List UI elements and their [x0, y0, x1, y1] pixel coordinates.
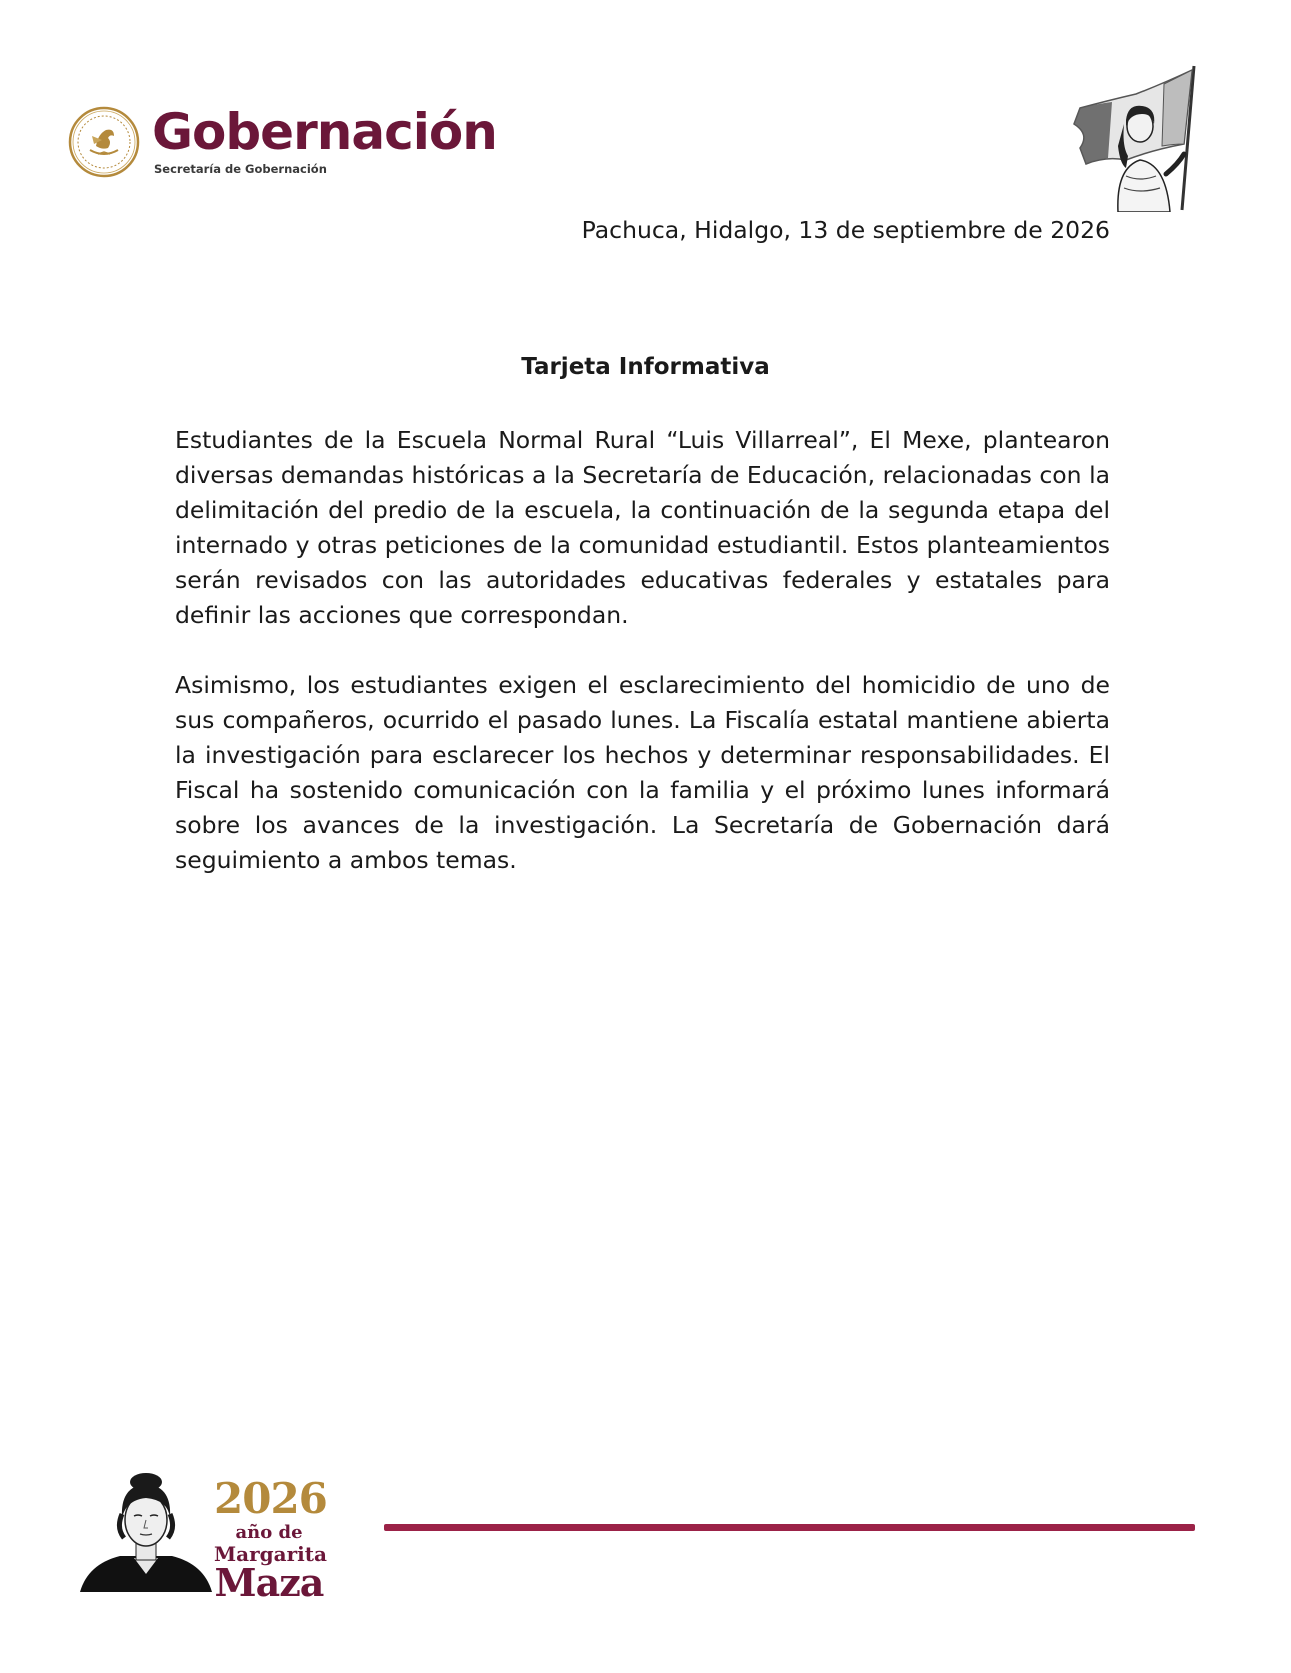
mexican-coat-of-arms-icon — [68, 106, 140, 178]
woman-with-flag-illustration — [1066, 64, 1216, 212]
document-title: Tarjeta Informativa — [521, 354, 770, 380]
agency-logo — [68, 102, 508, 182]
footer-divider-line — [384, 1524, 1195, 1531]
agency-wordmark: Gobernación — [152, 103, 497, 161]
year-badge — [214, 1474, 327, 1605]
badge-year-of: año de — [235, 1522, 303, 1543]
place-and-date: Pachuca, Hidalgo, 13 de septiembre de 2026 — [581, 216, 1110, 244]
badge-year: 2026 — [214, 1474, 327, 1523]
margarita-maza-portrait — [80, 1468, 212, 1592]
badge-last-name: Maza — [214, 1560, 324, 1605]
agency-subtitle: Secretaría de Gobernación — [154, 162, 327, 176]
badge-first-name: Margarita — [214, 1542, 327, 1566]
body-paragraph: Estudiantes de la Escuela Normal Rural “Luis Villarreal”, El Mexe, plantearon diversas demandas históricas a la Secretaría de Educación, relacionadas con la delimitación del predio de la escuela, la continuación de la segunda etapa del internado y otras peticiones de la comunidad estudiantil. Estos planteamientos serán revisados con las autoridades educativas federales y estatales para definir las acciones que correspondan. — [175, 426, 1110, 629]
body-paragraph: Asimismo, los estudiantes exigen el esclarecimiento del homicidio de uno de sus compañeros, ocurrido el pasado lunes. La Fiscalía estatal mantiene abierta la investigación para esclarecer los hechos y determinar responsabilidades. El Fiscal ha sostenido comunicación con la familia y el próximo lunes informará sobre los avances de la investigación. La Secretaría de Gobernación dará seguimiento a ambos temas. — [175, 671, 1110, 874]
document-body — [175, 423, 1110, 913]
